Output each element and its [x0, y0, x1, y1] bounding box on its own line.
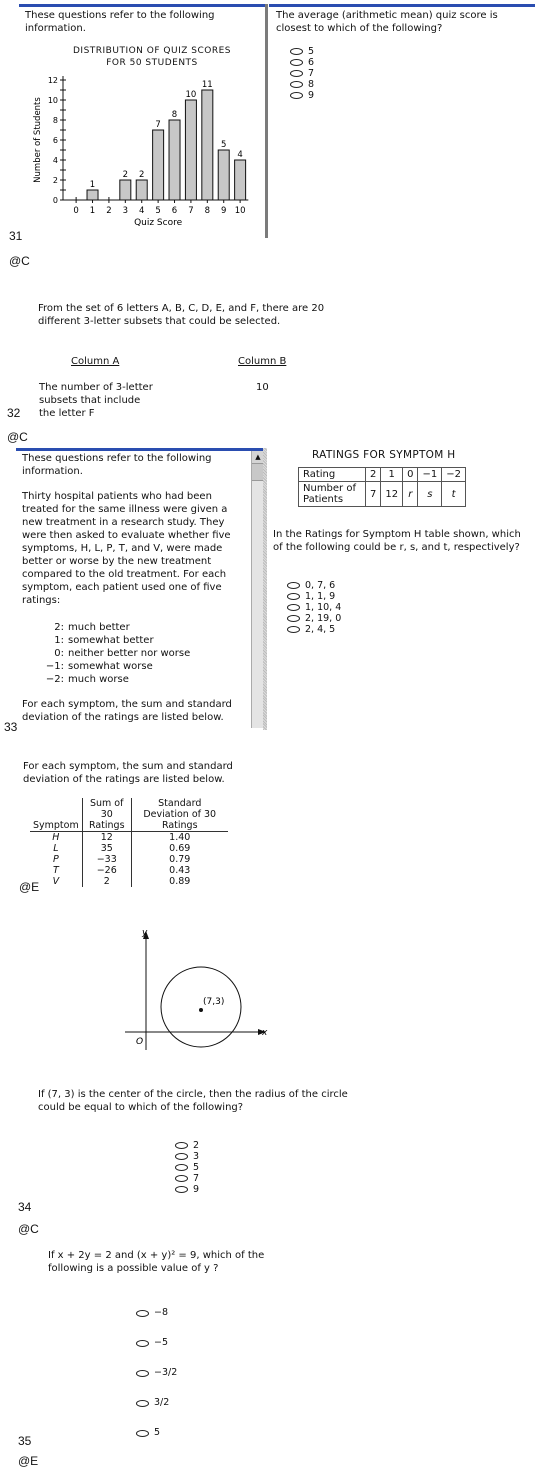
q31-option-3[interactable]	[290, 68, 314, 79]
rating-value: −2:	[45, 674, 64, 685]
q34-option-3[interactable]	[175, 1162, 199, 1173]
ratings-cell: Number of Patients	[299, 482, 366, 507]
radio-oval[interactable]	[136, 1400, 149, 1407]
ratings-cell: −2	[442, 468, 466, 482]
q33-option-1[interactable]	[287, 580, 341, 591]
stats-row	[30, 876, 228, 887]
chart-y-tick-label: 2	[52, 176, 58, 185]
chart-bar	[169, 120, 180, 200]
stats-cell: 0.69	[169, 843, 191, 854]
q31-divider	[265, 4, 268, 238]
radio-oval[interactable]	[290, 48, 303, 55]
rating-item	[40, 647, 190, 660]
chart-data-label: 10	[185, 90, 197, 100]
option-label: 5	[308, 45, 315, 57]
radio-oval[interactable]	[175, 1175, 188, 1182]
chart-bar	[235, 160, 246, 200]
q32-code: @C	[7, 430, 28, 444]
q35-option-4[interactable]	[136, 1388, 177, 1418]
q33-question: In the Ratings for Symptom H table shown, which of the following could be r, s, and t, respectively?	[273, 529, 521, 553]
rating-item	[40, 621, 190, 634]
q32-col-b-head: Column B	[238, 356, 287, 367]
q33-code: @E	[19, 880, 40, 894]
stats-cell: 0.79	[169, 854, 191, 865]
q32-col-b: 10	[256, 382, 269, 393]
option-label: 7	[193, 1172, 200, 1184]
chart-bar	[185, 100, 196, 200]
chart-title-line2: FOR 50 STUDENTS	[106, 58, 198, 68]
ratings-cell: 12	[381, 482, 403, 507]
radio-oval[interactable]	[290, 92, 303, 99]
q33-option-2[interactable]	[287, 591, 341, 602]
radio-oval[interactable]	[175, 1186, 188, 1193]
chart-data-label: 1	[89, 180, 96, 190]
rating-item	[40, 673, 190, 686]
q33-options	[287, 580, 341, 635]
radio-oval[interactable]	[287, 582, 300, 589]
option-label: 7	[308, 67, 315, 79]
q35-number: 35	[18, 1434, 32, 1448]
chart-bar	[153, 130, 164, 200]
option-label: 3	[193, 1150, 200, 1162]
stats-row	[30, 865, 228, 876]
stats-cell: T	[52, 865, 59, 876]
radio-oval[interactable]	[287, 615, 300, 622]
chart-data-label: 2	[139, 170, 145, 180]
chart-x-tick-label: 9	[221, 206, 227, 216]
chart-x-tick-label: 2	[106, 206, 112, 216]
chart-x-tick-label: 6	[171, 206, 178, 216]
rating-desc: neither better nor worse	[68, 648, 191, 659]
option-label: 0, 7, 6	[305, 579, 336, 591]
radio-oval[interactable]	[290, 81, 303, 88]
stats-cell: 1.40	[169, 832, 191, 843]
radio-oval[interactable]	[290, 70, 303, 77]
chart-bar	[136, 180, 147, 200]
quiz-bar-chart	[30, 72, 260, 232]
chart-y-tick-label: 4	[52, 156, 58, 165]
chart-data-label: 5	[221, 140, 227, 150]
chart-x-tick-label: 4	[139, 206, 145, 216]
radio-oval[interactable]	[287, 604, 300, 611]
q35-option-5[interactable]	[136, 1418, 177, 1448]
stats-cell: V	[52, 876, 60, 887]
stats-cell: H	[52, 832, 60, 843]
chart-y-tick-label: 12	[47, 76, 58, 85]
q34-question: If (7, 3) is the center of the circle, then the radius of the circle could be equal to which of the following?	[38, 1089, 348, 1113]
stats-cell: P	[53, 854, 59, 865]
chart-bar	[202, 90, 213, 200]
q34-number: 34	[18, 1200, 32, 1214]
q33-intro: These questions refer to the following information.	[22, 453, 212, 477]
stats-header-cell: Sum of 30 Ratings	[82, 798, 131, 832]
stats-cell: 12	[82, 832, 131, 844]
chart-x-tick-label: 10	[234, 206, 246, 216]
radio-oval[interactable]	[175, 1142, 188, 1149]
rating-item	[40, 634, 190, 647]
q31-option-4[interactable]	[290, 79, 314, 90]
chart-x-tick-label: 7	[188, 206, 194, 216]
q34-option-5[interactable]	[175, 1184, 199, 1195]
option-label: 9	[308, 89, 315, 101]
chart-y-tick-label: 0	[52, 196, 58, 205]
option-label: 1, 10, 4	[305, 601, 342, 613]
circle-diagram	[120, 925, 280, 1055]
ratings-table	[298, 467, 466, 507]
radio-oval[interactable]	[136, 1310, 149, 1317]
ratings-table-title: RATINGS FOR SYMPTOM H	[312, 449, 456, 461]
q31-intro: These questions refer to the following information.	[25, 10, 215, 34]
radio-oval[interactable]	[136, 1340, 149, 1347]
q32-col-a: The number of 3-letter subsets that include the letter F	[39, 382, 153, 419]
rating-desc: somewhat better	[68, 635, 154, 646]
q33-option-3[interactable]	[287, 602, 341, 613]
ratings-cell: t	[442, 482, 466, 507]
rating-desc: somewhat worse	[68, 661, 153, 672]
option-label: 2	[193, 1139, 200, 1151]
chart-x-tick-label: 1	[89, 206, 96, 216]
q33-paragraph: Thirty hospital patients who had been treated for the same illness were given a new treatment in a research study. They were then asked to evaluate whether five symptoms, H, L, P, T, and V, were made better or worse by the new treatment compared to the old treatment. For each symptom, each patient used one of five ratings:	[22, 491, 231, 606]
q35-question: If x + 2y = 2 and (x + y)² = 9, which of the following is a possible value of y ?	[48, 1250, 265, 1274]
chart-x-tick-label: 8	[204, 206, 211, 216]
q35-option-2[interactable]	[136, 1328, 177, 1358]
q34-option-4[interactable]	[175, 1173, 199, 1184]
ratings-cell: Rating	[299, 468, 366, 482]
chart-x-title: Quiz Score	[134, 218, 183, 228]
option-label: 3/2	[154, 1397, 170, 1408]
radio-oval[interactable]	[136, 1430, 149, 1437]
stats-cell: 35	[82, 843, 131, 854]
rating-value: 0:	[54, 648, 64, 659]
q34-option-1[interactable]	[175, 1140, 199, 1151]
chart-y-tick-label: 6	[52, 136, 58, 145]
rating-desc: much worse	[68, 674, 129, 685]
stats-cell: 0.89	[169, 876, 191, 887]
chart-y-title: Number of Students	[33, 97, 43, 183]
q31-code: @C	[9, 254, 30, 268]
rating-value: 1:	[54, 635, 64, 646]
q33-divider	[263, 448, 267, 730]
stats-row	[30, 832, 228, 844]
q33-sum-text: For each symptom, the sum and standard deviation of the ratings are listed below.	[22, 699, 232, 723]
q31-option-1[interactable]	[290, 46, 314, 57]
chart-x-tick-label: 5	[155, 206, 161, 216]
stats-row	[30, 843, 228, 854]
chart-bar	[120, 180, 131, 200]
chart-title-line1: DISTRIBUTION OF QUIZ SCORES	[72, 46, 231, 56]
stats-header-cell: Symptom	[30, 798, 82, 832]
x-label: x	[262, 1028, 268, 1038]
ratings-cell: r	[403, 482, 418, 507]
q35-code: @E	[18, 1454, 39, 1468]
stats-cell: −26	[82, 865, 131, 876]
radio-oval[interactable]	[175, 1164, 188, 1171]
chart-y-tick-label: 10	[47, 96, 58, 105]
rating-value: 2:	[54, 622, 64, 633]
q32-stem: From the set of 6 letters A, B, C, D, E, and F, there are 20 different 3-letter subsets that could be selected.	[38, 303, 325, 327]
option-label: 2, 19, 0	[305, 612, 342, 624]
chart-bar	[87, 190, 98, 200]
q33-sum-text-2: For each symptom, the sum and standard deviation of the ratings are listed below.	[23, 761, 233, 785]
circle	[161, 967, 241, 1047]
q31-option-5[interactable]	[290, 90, 314, 101]
q33-option-5[interactable]	[287, 624, 341, 635]
rating-desc: much better	[68, 622, 130, 633]
stats-table	[30, 798, 228, 887]
stats-cell: 2	[82, 876, 131, 887]
option-label: 2, 4, 5	[305, 623, 336, 635]
q31-option-2[interactable]	[290, 57, 314, 68]
q35-option-3[interactable]	[136, 1358, 177, 1388]
center-point	[199, 1008, 203, 1012]
ratings-cell: 2	[366, 468, 381, 482]
scroll-up-button[interactable]: ▲	[252, 451, 264, 464]
ratings-cell: 0	[403, 468, 418, 482]
option-label: 5	[193, 1161, 200, 1173]
chart-data-label: 4	[237, 150, 243, 160]
radio-oval[interactable]	[136, 1370, 149, 1377]
option-label: −5	[154, 1337, 169, 1348]
chart-data-label: 8	[171, 110, 178, 120]
q34-code: @C	[18, 1222, 39, 1236]
option-label: 9	[193, 1183, 200, 1195]
stats-cell: −33	[82, 854, 131, 865]
ratings-cell: 7	[366, 482, 381, 507]
option-label: −8	[154, 1307, 169, 1318]
chart-data-label: 7	[155, 120, 161, 130]
chart-data-label: 2	[122, 170, 129, 180]
q35-option-1[interactable]	[136, 1298, 177, 1328]
q34-option-2[interactable]	[175, 1151, 199, 1162]
rating-item	[40, 660, 190, 673]
q35-options	[136, 1298, 177, 1448]
stats-header-cell: Standard Deviation of 30 Ratings	[131, 798, 228, 832]
q33-number: 33	[4, 720, 18, 734]
option-label: 1, 1, 9	[305, 590, 336, 602]
q31-options	[290, 46, 314, 101]
option-label: 8	[308, 78, 315, 90]
q33-option-4[interactable]	[287, 613, 341, 624]
option-label: 6	[308, 56, 315, 68]
radio-oval[interactable]	[175, 1153, 188, 1160]
ratings-cell: 1	[381, 468, 403, 482]
origin-label: O	[136, 1037, 144, 1047]
chart-x-tick-label: 3	[122, 206, 129, 216]
radio-oval[interactable]	[287, 626, 300, 633]
chart-bar	[218, 150, 229, 200]
option-label: 5	[154, 1427, 161, 1438]
radio-oval[interactable]	[287, 593, 300, 600]
q34-options	[175, 1140, 199, 1195]
y-label: y	[142, 928, 148, 938]
option-label: −3/2	[154, 1367, 178, 1378]
q32-number: 32	[7, 406, 21, 420]
stats-row	[30, 854, 228, 865]
q31-question: The average (arithmetic mean) quiz score is closest to which of the following?	[276, 10, 498, 34]
q33-ratings-list	[40, 621, 190, 686]
q31-number: 31	[9, 229, 23, 243]
rating-value: −1:	[45, 661, 64, 672]
ratings-cell: −1	[418, 468, 442, 482]
point-label: (7,3)	[203, 997, 225, 1007]
q32-col-a-head: Column A	[71, 356, 120, 367]
radio-oval[interactable]	[290, 59, 303, 66]
chart-x-tick-label: 0	[73, 206, 79, 216]
chart-y-tick-label: 8	[52, 116, 58, 125]
chart-data-label: 11	[201, 80, 213, 90]
stats-cell: 0.43	[169, 865, 191, 876]
ratings-cell: s	[418, 482, 442, 507]
stats-cell: L	[53, 843, 59, 854]
q31-right-frame	[269, 4, 535, 7]
